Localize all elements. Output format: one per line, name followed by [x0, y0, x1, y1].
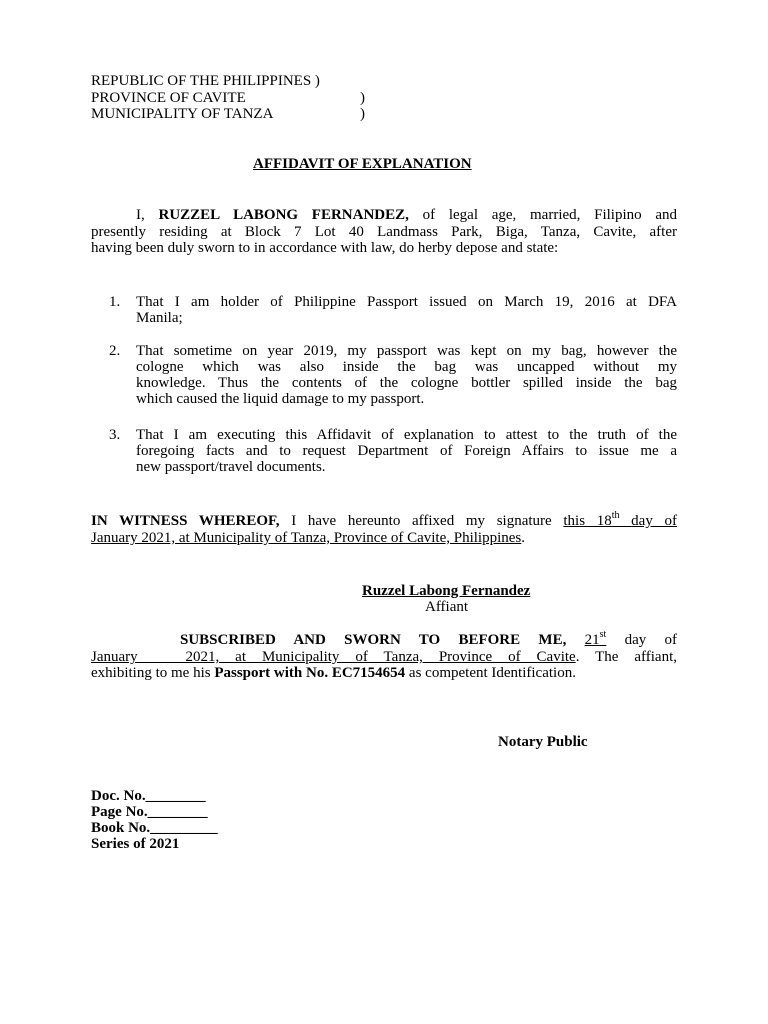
jurat-line3-pre: exhibiting to me his [91, 665, 211, 681]
witness-line-end: . [521, 530, 526, 546]
caption-province-paren: ) [360, 90, 365, 106]
list-item-number: 3. [109, 427, 121, 443]
jurat-paragraph [91, 629, 677, 684]
list-item [109, 343, 677, 411]
caption-municipality-paren: ) [360, 106, 365, 122]
jurat-day [584, 629, 607, 648]
list-item-line: Manila; [136, 310, 183, 326]
caption-province: PROVINCE OF CAVITE [91, 90, 246, 106]
affiant-name-inline: RUZZEL LABONG FERNANDEZ, [158, 207, 409, 223]
list-item-line: That I am holder of Philippine Passport issued on March 19, 2016 at DFA [136, 294, 677, 310]
jurat-day-post: day of [624, 632, 677, 648]
caption-municipality: MUNICIPALITY OF TANZA [91, 106, 274, 122]
notary-public-label: Notary Public [498, 734, 588, 750]
jurat-heading: SUBSCRIBED AND SWORN TO BEFORE ME, [180, 632, 567, 648]
list-item-line: That I am executing this Affidavit of explanation to attest to the truth of the [136, 427, 677, 443]
witness-date-day: this 18 [563, 513, 612, 529]
list-item-line: That sometime on year 2019, my passport was kept on my bag, however the [136, 343, 677, 359]
witness-date-sup: th [611, 510, 620, 521]
page-no: Page No.________ [91, 804, 208, 820]
witness-place: January 2021, at Municipality of Tanza, Province of Cavite, Philippines [91, 530, 522, 546]
caption-republic: REPUBLIC OF THE PHILIPPINES ) [91, 73, 320, 89]
affiant-role: Affiant [425, 599, 469, 615]
list-item-number: 1. [109, 294, 121, 310]
jurat-day-num: 21 [584, 632, 600, 648]
doc-no: Doc. No.________ [91, 788, 206, 804]
list-item-number: 2. [109, 343, 121, 359]
jurat-line3-post: as competent Identification. [408, 665, 576, 681]
jurat-line2-end: . The affiant, [575, 649, 677, 665]
list-item-line: which caused the liquid damage to my passport. [136, 391, 425, 407]
jurat-day-sup: st [599, 629, 607, 640]
list-item-line: cologne which was also inside the bag was uncapped without my [136, 359, 677, 375]
book-no: Book No._________ [91, 820, 218, 836]
list-item [109, 427, 677, 479]
intro-line1-rest: of legal age, married, Filipino and [422, 207, 678, 223]
list-item [109, 294, 677, 330]
document-title: AFFIDAVIT OF EXPLANATION [253, 156, 472, 172]
list-item-line: new passport/travel documents. [136, 459, 326, 475]
intro-line2: presently residing at Block 7 Lot 40 Landmass Park, Biga, Tanza, Cavite, after [91, 224, 677, 240]
witness-date [563, 510, 677, 529]
list-item-line: foregoing facts and to request Department of Foreign Affairs to issue me a [136, 443, 677, 459]
passport-number: Passport with No. EC7154654 [214, 665, 406, 681]
intro-i: I, [136, 207, 145, 223]
intro-line3: having been duly sworn to in accordance with law, do herby depose and state: [91, 240, 559, 256]
witness-text: I have hereunto affixed my signature [291, 513, 552, 529]
witness-paragraph [91, 510, 677, 549]
witness-heading: IN WITNESS WHEREOF, [91, 513, 280, 529]
intro-paragraph [91, 207, 677, 259]
witness-date-post: day of [631, 513, 677, 529]
series: Series of 2021 [91, 836, 180, 852]
list-item-line: knowledge. Thus the contents of the cologne bottler spilled inside the bag [136, 375, 677, 391]
jurat-place: January 2021, at Municipality of Tanza, Province of Cavite [91, 649, 576, 665]
affiant-signature-name: Ruzzel Labong Fernandez [362, 583, 531, 599]
